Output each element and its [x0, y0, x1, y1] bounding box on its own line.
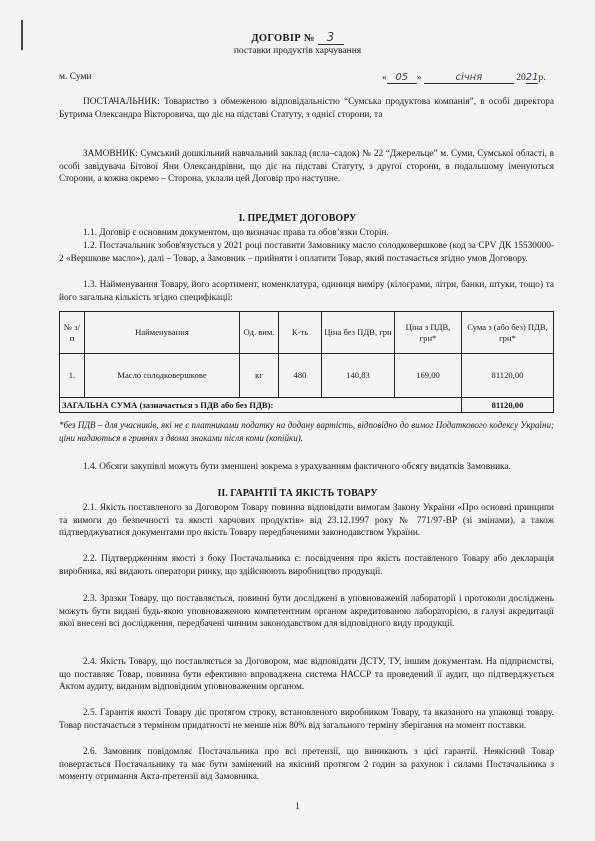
specification-table — [59, 311, 554, 413]
customer-paragraph: ЗАМОВНИК: Сумський дошкільний навчальний заклад (ясла–садок) № 22 “Джерельце” м. Суми, Сумської області, в особі завідувача Бітової Яни Олександрівни, що діє на підставі Статуту, з другої сторони, в подальшому іменуються Сторони, а кожна окремо – Сторона, уклали цей Договір про наступне. — [59, 149, 554, 185]
row-cell-price-vat: 169,00 — [395, 354, 462, 398]
date-day-handwritten: 05 — [387, 72, 417, 84]
clause-1-3: 1.3. Найменування Товару, його асортимент, номенклатура, одиниця виміру (кілограми, літри, банки, штуки, тощо) та його загальна кількість згідно специфікації: — [59, 280, 554, 303]
date-year-handwritten: 21 — [525, 72, 539, 83]
contract-number-handwritten: 3 — [318, 30, 344, 45]
row-cell-name: Масло солодковершкове — [85, 354, 240, 398]
row-cell-number: 1. — [60, 354, 85, 398]
row-cell-quantity: 480 — [279, 354, 322, 398]
supplier-paragraph: ПОСТАЧАЛЬНИК: Товариство з обмеженою відповідальністю “Сумська продуктова компанія”, в особі директора Бутрима Олександра Вікторовича, що діє на підставі Статуту, з однієї сторони, та — [59, 97, 554, 120]
date-year-prefix: 20 — [516, 73, 526, 83]
header-cell-name: Найменування — [85, 312, 240, 354]
total-label: ЗАГАЛЬНА СУМА (зазначається з ПДВ або без ПДВ): — [60, 398, 462, 413]
header-cell-unit: Од. вим. — [240, 312, 279, 354]
clause-2-4: 2.4. Якість Товару, що поставляється за Договором, має відповідати ДСТУ, ТУ, іншим документам. На підприємстві, що поставляє Товар, повинна бути ефективно впроваджена система НАССР та проведений її аудит, що підтверджується Актом аудиту, виданим відповідним уповноваженим органом. — [59, 657, 554, 693]
date-month-handwritten: січня — [424, 72, 514, 84]
date-close-quote: » — [416, 73, 422, 83]
header-cell-price-vat: Ціна з ПДВ, грн* — [395, 312, 462, 354]
row-cell-price-no-vat: 140,83 — [322, 354, 395, 398]
contract-date — [382, 72, 546, 84]
clause-2-5: 2.5. Гарантія якості Товару діє протягом строку, встановленого виробником Товару, та вказаного на упаковці товару. Товар постачається з терміном придатності не менше ніж 80% від загального терміну зберігання на момент поставки. — [59, 708, 554, 731]
contract-title — [0, 30, 595, 45]
clause-2-2: 2.2. Підтвердженням якості з боку Постачальника є: посвідчення про якість поставленого Товару або декларація виробника, які видають оператори ринку, що здійснюють виробництво продукції. — [59, 554, 554, 577]
header-cell-price-no-vat: Ціна без ПДВ, грн — [322, 312, 395, 354]
clause-2-3: 2.3. Зразки Товару, що поставляється, повинні бути досліджені в уповноваженій лабораторії і протоколи досліджень можуть бути видані будь-якою уповноваженою компетентним органом акредитованою лабораторією, в галузі акредитації якої внесені всі дослідження, передбачені чинним законодавством для відповідного виду продукції. — [59, 594, 554, 630]
clause-1-2: 1.2. Постачальник зобов'язується у 2021 році поставити Замовнику масло солодковершкове (код за CPV ДК 15530000-2 «Вершкове масло»), далі – Товар, а Замовник – прийняти і оплатити Товар, який постачається згідно умов Договору. — [59, 241, 554, 264]
table-row — [60, 354, 554, 398]
table-total-row — [60, 398, 554, 413]
row-cell-unit: кг — [240, 354, 279, 398]
contract-subtitle: поставки продуктів харчування — [233, 46, 362, 56]
section-1-heading: І. ПРЕДМЕТ ДОГОВОРУ — [238, 213, 357, 224]
total-value: 81120,00 — [462, 398, 554, 413]
header-cell-number: № з/п — [60, 312, 85, 354]
header-cell-quantity: К-ть — [279, 312, 322, 354]
page-number: 1 — [295, 802, 300, 812]
clause-1-1: 1.1. Договір є основним документом, що визначає права та обов’язки Сторін. — [83, 228, 389, 238]
clause-2-1: 2.1. Якість поставленого за Договором Товару повинна відповідати вимогам Закону України «Про основні принципи та вимоги до безпечності та якості харчових продуктів» від 23.12.1997 року № 771/97-ВР (зі змінами), а також підтверджуватися документами про якість Товару передбаченими законодавством України. — [59, 503, 554, 539]
section-2-heading: ІІ. ГАРАНТІЇ ТА ЯКІСТЬ ТОВАРУ — [217, 488, 378, 499]
city: м. Суми — [59, 72, 92, 82]
date-year-end: р. — [538, 73, 546, 83]
date-open-quote: « — [382, 73, 387, 83]
price-footnote: *без ПДВ – для учасників, які не є платниками податку на додану вартість, відповідно до вимог Податкового кодексу України; ціни надаються в гривнях з двома знаками після коми (копійки). — [59, 420, 554, 443]
clause-2-6: 2.6. Замовник повідомляє Постачальника про всі претензії, що виникають з цієї гарантії. Неякісний Товар повертається Постачальнику та має бути замінений на якісний протягом 2 годин за рахунок і силами Постачальника з моменту отримання Акта-претензії від Замовника. — [59, 747, 554, 783]
title-prefix: ДОГОВІР № — [251, 33, 315, 44]
row-cell-sum: 81120,00 — [462, 354, 554, 398]
header-cell-sum: Сума з (або без) ПДВ, грн* — [462, 312, 554, 354]
clause-1-4: 1.4. Обсяги закупівлі можуть бути зменшені зокрема з урахуванням фактичного обсягу видатків Замовника. — [83, 462, 511, 472]
table-header-row — [60, 312, 554, 354]
